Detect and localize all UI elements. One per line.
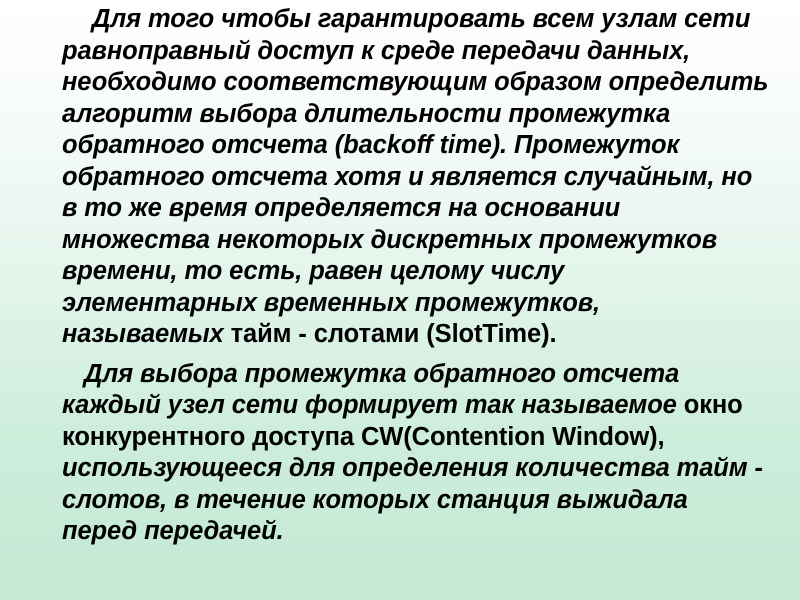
text-line (62, 319, 796, 351)
text-line (62, 36, 796, 68)
text-line (62, 288, 796, 320)
text-segment: конкурентного доступа CW(Contention Window), (62, 422, 665, 451)
text-line (62, 390, 796, 422)
text-line (62, 422, 796, 454)
text-segment: каждый узел сети формирует так называемое (62, 391, 684, 419)
text-segment: обратного отсчета хотя и является случайным, но (62, 162, 753, 191)
text-segment: множества некоторых дискретных промежутков (62, 225, 717, 254)
text-segment: окно (683, 391, 743, 419)
text-segment: обратного отсчета (backoff time). Промежуток (62, 131, 680, 159)
text-segment: необходимо соответствующим образом определить (62, 68, 769, 96)
paragraph-contention-window (62, 359, 796, 548)
text-segment: равноправный доступ к среде передачи данных, (62, 36, 691, 65)
text-line (62, 67, 796, 99)
text-segment: в то же время определяется на основании (62, 194, 621, 222)
text-line (62, 162, 796, 194)
text-segment: Для выбора промежутка обратного отсчета (84, 359, 680, 388)
text-segment: тайм - слотами (SlotTime). (230, 320, 557, 348)
text-line (62, 453, 796, 485)
text-segment: времени, то есть, равен целому числу (62, 257, 565, 285)
text-segment: слотов, в течение которых станция выжидала (62, 485, 688, 514)
paragraph-backoff-time (62, 4, 796, 351)
text-segment: элементарных временных промежутков, (62, 288, 601, 317)
text-line (62, 359, 796, 391)
text-segment: Для того чтобы гарантировать всем узлам сети (92, 5, 751, 33)
text-line (62, 4, 796, 36)
text-line (62, 225, 796, 257)
text-line (62, 99, 796, 131)
text-line (62, 256, 796, 288)
slide-content (62, 4, 796, 548)
text-segment: использующееся для определения количества тайм - (62, 454, 763, 482)
text-line (62, 485, 796, 517)
text-segment: алгоритм выбора длительности промежутка (62, 99, 671, 128)
text-segment: перед передачей. (62, 517, 284, 545)
text-line (62, 130, 796, 162)
text-segment: называемых (62, 320, 231, 348)
text-line (62, 193, 796, 225)
text-line (62, 516, 796, 548)
